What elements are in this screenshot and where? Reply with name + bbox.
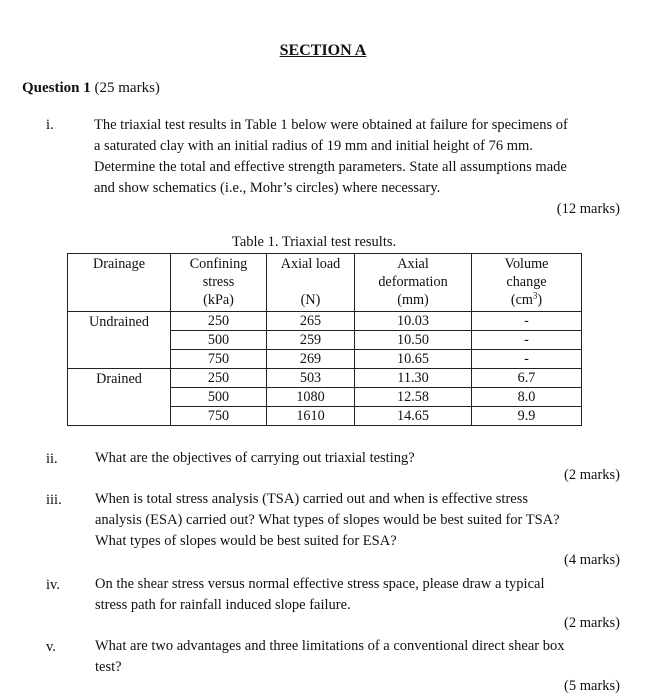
part-ii-text xyxy=(95,448,415,469)
table-cell: - xyxy=(472,312,582,331)
table-cell: - xyxy=(472,350,582,369)
text-line: analysis (ESA) carried out? What types of slopes would be best suited for TSA? xyxy=(95,512,560,528)
table-cell: 750 xyxy=(171,407,267,426)
part-v-marks: (5 marks) xyxy=(564,678,620,694)
part-i-marks: (12 marks) xyxy=(556,201,620,217)
header-line: Axial load xyxy=(280,256,341,272)
part-i-numeral: i. xyxy=(46,117,54,133)
text-line: On the shear stress versus normal effective stress space, please draw a typical xyxy=(95,576,545,592)
header-drainage: Drainage xyxy=(68,254,171,312)
table-cell: 12.58 xyxy=(355,388,472,407)
table-cell: 8.0 xyxy=(472,388,582,407)
header-line: (mm) xyxy=(397,292,429,308)
header-line: deformation xyxy=(378,274,448,290)
text-line: stress path for rainfall induced slope failure. xyxy=(95,597,351,613)
text-line: What are the objectives of carrying out triaxial testing? xyxy=(95,450,415,466)
part-iv-marks: (2 marks) xyxy=(564,615,620,631)
text-line: a saturated clay with an initial radius of 19 mm and initial height of 76 mm. xyxy=(94,138,533,154)
text-line: What types of slopes would be best suited for ESA? xyxy=(95,533,397,549)
table-row xyxy=(68,369,582,388)
header-volume-change xyxy=(472,254,582,312)
header-line: stress xyxy=(202,274,235,290)
text-line: and show schematics (i.e., Mohr’s circles) where necessary. xyxy=(94,180,441,196)
question-title xyxy=(22,80,160,97)
text-line: The triaxial test results in Table 1 below were obtained at failure for specimens of xyxy=(94,117,568,133)
header-line: (kPa) xyxy=(203,292,234,308)
table-cell: 10.03 xyxy=(355,312,472,331)
section-heading: SECTION A xyxy=(279,42,367,59)
table-cell: 265 xyxy=(267,312,355,331)
part-v-numeral: v. xyxy=(46,639,56,655)
part-iii-numeral: iii. xyxy=(46,492,62,508)
question-marks: (25 marks) xyxy=(94,80,160,96)
table-cell: 1080 xyxy=(267,388,355,407)
table-cell: 6.7 xyxy=(472,369,582,388)
table-cell: 11.30 xyxy=(355,369,472,388)
part-i-text xyxy=(94,115,568,199)
table-cell: 503 xyxy=(267,369,355,388)
header-axial-deformation xyxy=(355,254,472,312)
table-cell: 14.65 xyxy=(355,407,472,426)
text-line: When is total stress analysis (TSA) carried out and when is effective stress xyxy=(95,491,529,507)
table-cell: 259 xyxy=(267,331,355,350)
text-line: Determine the total and effective strength parameters. State all assumptions made xyxy=(94,159,567,175)
table-cell: 1610 xyxy=(267,407,355,426)
header-line: change xyxy=(506,274,547,290)
table-cell: 250 xyxy=(171,312,267,331)
part-iv-numeral: iv. xyxy=(46,577,60,593)
header-line: Confining xyxy=(189,256,248,272)
header-line: Axial xyxy=(397,256,429,272)
header-axial-load xyxy=(267,254,355,312)
table-cell: 750 xyxy=(171,350,267,369)
header-line: Volume xyxy=(504,256,549,272)
table-cell: 500 xyxy=(171,388,267,407)
question-label: Question 1 xyxy=(22,80,91,96)
text-line: What are two advantages and three limitations of a conventional direct shear box xyxy=(95,638,565,654)
table-cell: 10.50 xyxy=(355,331,472,350)
drainage-undrained: Undrained xyxy=(68,312,171,369)
table-header-row xyxy=(68,254,582,312)
table-cell: - xyxy=(472,331,582,350)
table-row xyxy=(68,312,582,331)
header-line: (N) xyxy=(300,292,321,308)
part-iv-text xyxy=(95,574,544,616)
table-cell: 9.9 xyxy=(472,407,582,426)
table-cell: 500 xyxy=(171,331,267,350)
table-cell: 10.65 xyxy=(355,350,472,369)
part-v-text xyxy=(95,636,564,678)
table-cell: 250 xyxy=(171,369,267,388)
drainage-drained: Drained xyxy=(68,369,171,426)
header-confining-stress xyxy=(171,254,267,312)
part-iii-marks: (4 marks) xyxy=(564,552,620,568)
header-line: $(cm^3)$ xyxy=(510,290,543,308)
part-iii-text xyxy=(95,489,560,552)
part-ii-marks: (2 marks) xyxy=(564,467,620,483)
part-ii-numeral: ii. xyxy=(46,451,58,467)
triaxial-results-table xyxy=(67,253,582,426)
table-caption: Table 1. Triaxial test results. xyxy=(232,234,397,250)
text-line: test? xyxy=(95,659,122,675)
table-cell: 269 xyxy=(267,350,355,369)
